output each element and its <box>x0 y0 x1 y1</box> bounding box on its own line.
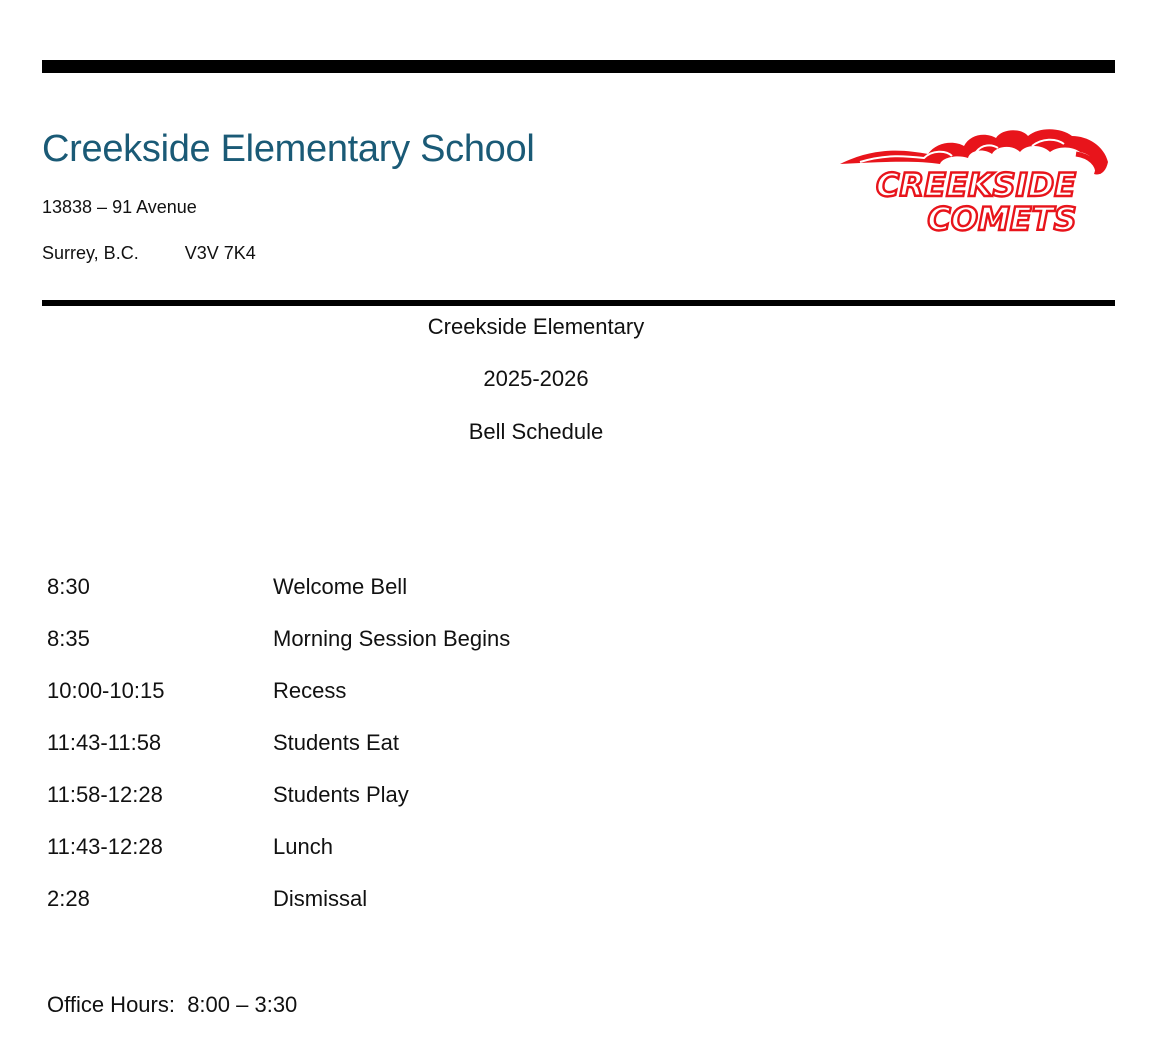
schedule-row <box>47 782 510 834</box>
logo-text-line2: COMETS <box>927 200 1077 238</box>
schedule-time: 11:43-11:58 <box>47 730 162 755</box>
schedule-event: Lunch <box>273 834 333 859</box>
school-name: Creekside Elementary School <box>42 128 535 170</box>
schedule-row <box>47 626 510 678</box>
top-divider <box>42 60 1115 73</box>
schedule-row <box>47 886 510 938</box>
schedule-time: 11:43-12:28 <box>47 834 163 859</box>
schedule-event: Dismissal <box>273 886 368 911</box>
schedule-time: 2:28 <box>47 886 90 911</box>
schedule-row <box>47 834 510 886</box>
schedule-time: 8:35 <box>47 626 90 651</box>
schedule-event: Recess <box>273 678 347 703</box>
header-divider <box>42 300 1115 306</box>
schedule-event: Welcome Bell <box>273 574 408 599</box>
schedule-row <box>47 678 510 730</box>
doc-school-year: 2025-2026 <box>483 366 589 391</box>
flame-logo-icon <box>836 124 1114 240</box>
address-city: Surrey, B.C. <box>42 243 139 263</box>
doc-heading: Bell Schedule <box>468 419 604 444</box>
schedule-row <box>47 574 510 626</box>
schedule-event: Morning Session Begins <box>273 626 511 651</box>
address-street: 13838 – 91 Avenue <box>42 197 197 217</box>
doc-school-title: Creekside Elementary <box>427 314 645 339</box>
schedule-time: 11:58-12:28 <box>47 782 163 807</box>
address-city-line <box>42 243 256 264</box>
schedule-event: Students Play <box>273 782 409 807</box>
school-logo <box>836 124 1114 240</box>
schedule-time: 10:00-10:15 <box>47 678 165 703</box>
postal-code: V3V 7K4 <box>184 243 256 263</box>
schedule-event: Students Eat <box>273 730 399 755</box>
logo-text-line1: CREEKSIDE <box>875 166 1077 204</box>
schedule-row <box>47 730 510 782</box>
office-hours: Office Hours: 8:00 – 3:30 <box>47 992 298 1017</box>
schedule-time: 8:30 <box>47 574 90 599</box>
bell-schedule-list <box>47 574 510 938</box>
